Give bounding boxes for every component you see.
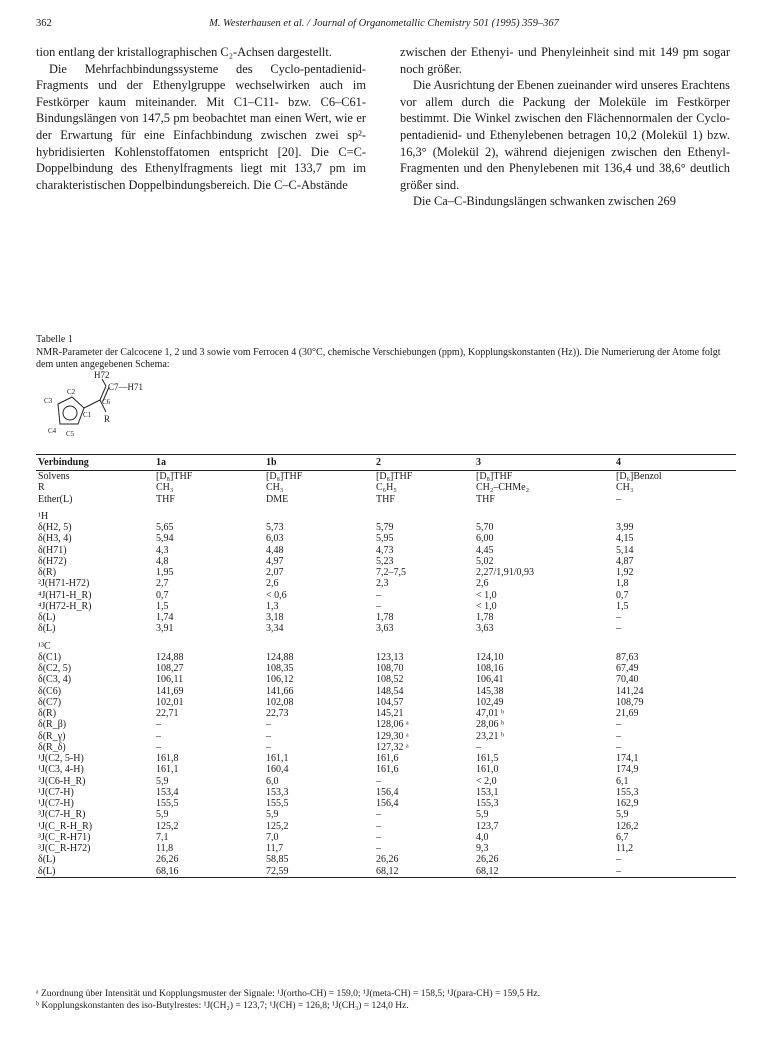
table-row bbox=[36, 590, 736, 601]
value-cell: 4,45 bbox=[476, 544, 494, 556]
row-label-cell: ⁴J(H72-H_R) bbox=[38, 600, 92, 612]
value-cell: 161,6 bbox=[376, 753, 399, 764]
value-cell: – bbox=[156, 719, 161, 731]
value-cell: – bbox=[376, 775, 381, 787]
value-cell: 153,1 bbox=[476, 786, 499, 798]
value-cell: 26,26 bbox=[476, 854, 499, 866]
value-cell: CH₂–CHMe₂ bbox=[476, 482, 530, 494]
table-row bbox=[36, 686, 736, 697]
column-header: Verbindung bbox=[38, 457, 89, 468]
value-cell: 0,7 bbox=[616, 589, 629, 601]
table-row bbox=[36, 753, 736, 764]
value-cell: 148,54 bbox=[376, 685, 404, 697]
value-cell bbox=[154, 641, 264, 652]
table-row bbox=[36, 652, 736, 663]
table-row bbox=[36, 798, 736, 809]
value-cell: 0,7 bbox=[156, 589, 169, 601]
table-row bbox=[36, 742, 736, 753]
value-cell: 11,2 bbox=[616, 843, 634, 854]
value-cell: 153,3 bbox=[266, 786, 289, 798]
table-row bbox=[36, 567, 736, 578]
paragraph: tion entlang der kristallographischen C₂-Achsen dargestellt. bbox=[36, 45, 332, 59]
numbering-scheme-diagram bbox=[36, 370, 196, 450]
value-cell: 108,79 bbox=[616, 696, 644, 708]
value-cell: 28,06 ᵇ bbox=[476, 719, 505, 731]
row-label-cell: δ(C1) bbox=[38, 651, 62, 663]
value-cell: 153,4 bbox=[156, 786, 179, 798]
value-cell: 2,7 bbox=[156, 578, 169, 590]
value-cell: 6,0 bbox=[266, 775, 279, 787]
value-cell: – bbox=[376, 809, 381, 821]
label-c5: C5 bbox=[66, 430, 75, 438]
table-row bbox=[36, 641, 736, 652]
value-cell: 4,0 bbox=[476, 831, 489, 843]
value-cell: 155,3 bbox=[616, 786, 639, 798]
table-row bbox=[36, 494, 736, 505]
value-cell: 124,10 bbox=[476, 651, 504, 663]
value-cell: 58,85 bbox=[266, 854, 289, 866]
row-label-cell: ¹J(C_R-H_R) bbox=[38, 820, 93, 832]
value-cell: – bbox=[476, 741, 481, 753]
value-cell: CH₃ bbox=[266, 482, 284, 494]
value-cell: 145,38 bbox=[476, 685, 504, 697]
row-label-cell: δ(R_β) bbox=[38, 719, 67, 731]
value-cell: 156,4 bbox=[376, 798, 399, 809]
label-c3: C3 bbox=[44, 397, 53, 405]
value-cell: 2,07 bbox=[266, 567, 284, 578]
value-cell: 4,15 bbox=[616, 533, 634, 545]
value-cell: 141,24 bbox=[616, 685, 644, 697]
value-cell: 127,32 ᵃ bbox=[376, 741, 409, 753]
value-cell: 47,01 ᵇ bbox=[476, 708, 505, 719]
value-cell: 3,34 bbox=[266, 623, 284, 635]
value-cell: [D₈]THF bbox=[266, 471, 303, 482]
paragraph: zwischen der Ethenyi- und Phenyleinheit sind mit 149 pm sogar noch größer. bbox=[400, 45, 730, 76]
row-label-cell: Ether(L) bbox=[38, 493, 73, 505]
table-row bbox=[36, 612, 736, 623]
value-cell: [D₈]THF bbox=[376, 471, 413, 482]
table-row bbox=[36, 843, 736, 854]
label-c6: C6 bbox=[102, 398, 111, 406]
value-cell: CH₃ bbox=[616, 482, 634, 494]
value-cell: DME bbox=[266, 493, 289, 505]
value-cell: 5,94 bbox=[156, 533, 174, 545]
value-cell: 5,9 bbox=[156, 809, 169, 821]
table-row bbox=[36, 545, 736, 556]
value-cell: 26,26 bbox=[376, 854, 399, 866]
bond-c7-h72 bbox=[102, 379, 106, 386]
value-cell: 161,8 bbox=[156, 753, 179, 764]
paragraph: Die Mehrfachbindungssysteme des Cyclo-pentadienid-Fragments und der Ethenylgruppe wechselwirken auch im Festkörper kaum miteinander. Mit C1–C11- bzw. C6–C61-Bindungslängen von 147,5 pm beobachtet man einen Wert, wie er der Erwartung für eine Einfachbindung zwischen zwei sp²-hybridisierten Kohlenstoffatomen entspricht [20]. Die C=C-Doppelbindung des Ethenylfragments liegt mit 133,7 pm im charakteristischen Doppelbindungsbereich. Die C–C-Abstände bbox=[36, 61, 366, 192]
value-cell: – bbox=[616, 623, 621, 635]
value-cell: 102,08 bbox=[266, 696, 294, 708]
column-header: 1b bbox=[266, 457, 277, 468]
value-cell: 7,1 bbox=[156, 831, 169, 843]
row-label-cell: ²J(C6-H_R) bbox=[38, 775, 86, 787]
value-cell: THF bbox=[156, 493, 175, 505]
table-row bbox=[36, 578, 736, 589]
value-cell: 5,73 bbox=[266, 522, 284, 533]
value-cell: – bbox=[616, 719, 621, 731]
row-label-cell: δ(L) bbox=[38, 854, 56, 866]
paragraph: Die Ausrichtung der Ebenen zueinander wird unseres Erachtens vor allem durch die Packung der Moleküle im Festkörper bestimmt. Die Winkel zwischen den Flächennormalen der Cyclo-pentadienid- und Ethenylebenen betragen 10,2 (Molekül 1) bzw. 16,3° (Molekül 2), während diejenigen zwischen den Ethenyl-Fragmenten und den Phenylebenen mit 136,4 und 38,6° deutlich größer sind. bbox=[400, 78, 730, 192]
table-row bbox=[36, 471, 736, 483]
table-row bbox=[36, 809, 736, 820]
page-number: 362 bbox=[36, 18, 52, 29]
value-cell: 6,7 bbox=[616, 831, 629, 843]
row-label-cell: ³J(C_R-H72) bbox=[38, 843, 91, 854]
row-label-cell: δ(C6) bbox=[38, 685, 62, 697]
value-cell: 5,95 bbox=[376, 533, 394, 545]
table-row bbox=[36, 601, 736, 612]
table-caption bbox=[36, 334, 736, 372]
label-c7-h71: C7—H71 bbox=[108, 382, 144, 392]
value-cell: 4,48 bbox=[266, 544, 284, 556]
label-c1: C1 bbox=[83, 411, 92, 419]
table-row bbox=[36, 663, 736, 674]
value-cell: 1,78 bbox=[376, 612, 394, 623]
value-cell: 1,8 bbox=[616, 578, 629, 590]
value-cell: 2,3 bbox=[376, 578, 389, 590]
running-title: M. Westerhausen et al. / Journal of Organometallic Chemistry 501 (1995) 359–367 bbox=[209, 18, 559, 29]
value-cell: – bbox=[616, 493, 621, 505]
value-cell: 5,9 bbox=[156, 775, 169, 787]
table-caption-text: NMR-Parameter der Calcocene 1, 2 und 3 sowie vom Ferrocen 4 (30°C, chemische Verschiebungen (ppm), Kopplungskonstanten (Hz)). Die Numerierung der Atome folgt dem unten angegebenen Schema: bbox=[36, 346, 721, 370]
value-cell: – bbox=[376, 843, 381, 854]
page-header bbox=[36, 18, 732, 32]
table-row bbox=[36, 719, 736, 730]
row-label-cell: δ(R_δ) bbox=[38, 741, 66, 753]
row-label-cell: ²J(H71-H72) bbox=[38, 578, 90, 590]
table-footnotes bbox=[36, 988, 736, 1012]
label-h72: H72 bbox=[94, 370, 110, 380]
value-cell: 106,41 bbox=[476, 674, 504, 686]
column-header: 2 bbox=[376, 457, 381, 468]
row-label-cell: δ(R) bbox=[38, 708, 57, 719]
value-cell: 1,5 bbox=[616, 600, 629, 612]
table-row bbox=[36, 511, 736, 522]
value-cell: 26,26 bbox=[156, 854, 179, 866]
nmr-table bbox=[36, 454, 736, 878]
row-label-cell: ¹H bbox=[38, 510, 49, 522]
value-cell: – bbox=[266, 730, 271, 742]
value-cell: [D₈]THF bbox=[476, 471, 513, 482]
value-cell: – bbox=[616, 854, 621, 866]
value-cell: 124,88 bbox=[156, 651, 184, 663]
table-row bbox=[36, 556, 736, 567]
value-cell: THF bbox=[376, 493, 395, 505]
row-label-cell: δ(L) bbox=[36, 866, 154, 878]
value-cell: 7,2–7,5 bbox=[376, 567, 406, 578]
value-cell: 3,18 bbox=[266, 612, 284, 623]
row-label-cell: δ(L) bbox=[38, 623, 56, 635]
value-cell: 108,52 bbox=[376, 674, 404, 686]
value-cell: 123,13 bbox=[376, 651, 404, 663]
row-label-cell: ¹J(C7-H) bbox=[38, 798, 74, 809]
table-row bbox=[36, 697, 736, 708]
value-cell: 21,69 bbox=[616, 708, 639, 719]
value-cell: 6,03 bbox=[266, 533, 284, 545]
value-cell: [D₈]THF bbox=[156, 471, 193, 482]
table-row bbox=[36, 787, 736, 798]
value-cell: 5,23 bbox=[376, 555, 394, 567]
value-cell: 68,12 bbox=[374, 866, 474, 878]
value-cell: 23,21 ᵇ bbox=[476, 730, 505, 742]
value-cell bbox=[374, 511, 474, 522]
row-label-cell: ³J(C_R-H71) bbox=[38, 831, 91, 843]
value-cell: 156,4 bbox=[376, 786, 399, 798]
value-cell: [D₆]Benzol bbox=[616, 471, 662, 482]
value-cell: < 1,0 bbox=[476, 589, 497, 601]
value-cell: 68,12 bbox=[474, 866, 614, 878]
row-label-cell: δ(L) bbox=[38, 612, 56, 623]
value-cell: 161,1 bbox=[156, 764, 179, 776]
table-row bbox=[36, 623, 736, 634]
value-cell: 5,9 bbox=[266, 809, 279, 821]
row-label-cell: ¹J(C2, 5-H) bbox=[38, 753, 84, 764]
row-label-cell: R bbox=[38, 482, 45, 494]
value-cell: 104,57 bbox=[376, 696, 404, 708]
table-row bbox=[36, 708, 736, 719]
footnote-b: ᵇ Kopplungskonstanten des iso-Butylrestes: ¹J(CH₂) = 123,7; ¹J(CH) = 126,8; ¹J(CH₃) = 124,0 Hz. bbox=[36, 1001, 409, 1011]
value-cell: C₆H₅ bbox=[376, 482, 397, 494]
row-label-cell: δ(H72) bbox=[38, 555, 67, 567]
value-cell: 3,99 bbox=[616, 522, 634, 533]
body-column-right bbox=[400, 44, 730, 210]
value-cell: 160,4 bbox=[266, 764, 289, 776]
value-cell: – bbox=[616, 612, 621, 623]
table-row bbox=[36, 764, 736, 775]
value-cell: 2,6 bbox=[476, 578, 489, 590]
value-cell bbox=[264, 641, 374, 652]
row-label-cell: ⁴J(H71-H_R) bbox=[38, 589, 92, 601]
value-cell: 11,8 bbox=[156, 843, 174, 854]
value-cell: 1,74 bbox=[156, 612, 174, 623]
value-cell bbox=[264, 511, 374, 522]
table-row bbox=[36, 674, 736, 685]
table-row bbox=[36, 866, 736, 878]
value-cell: 174,1 bbox=[616, 753, 639, 764]
value-cell: – bbox=[614, 866, 736, 878]
value-cell: – bbox=[156, 741, 161, 753]
row-label-cell: δ(C3, 4) bbox=[38, 674, 72, 686]
label-c2: C2 bbox=[67, 388, 76, 396]
value-cell: 1,3 bbox=[266, 600, 279, 612]
value-cell: 102,01 bbox=[156, 696, 184, 708]
value-cell: 161,1 bbox=[266, 753, 289, 764]
row-label-cell: δ(H2, 5) bbox=[38, 522, 72, 533]
value-cell: 9,3 bbox=[476, 843, 489, 854]
value-cell: 155,3 bbox=[476, 798, 499, 809]
footnote-a: ᵃ Zuordnung über Intensität und Kopplungsmuster der Signale: ¹J(ortho-CH) = 159,0; ¹J(meta-CH) = 158,5; ¹J(para-CH) = 159,5 Hz. bbox=[36, 989, 540, 999]
value-cell: 155,5 bbox=[156, 798, 179, 809]
value-cell: 5,70 bbox=[476, 522, 494, 533]
value-cell: – bbox=[266, 719, 271, 731]
table-row bbox=[36, 821, 736, 832]
value-cell: – bbox=[156, 730, 161, 742]
label-r: R bbox=[104, 414, 111, 424]
value-cell: 162,9 bbox=[616, 798, 639, 809]
value-cell: 1,78 bbox=[476, 612, 494, 623]
value-cell bbox=[614, 511, 736, 522]
row-label-cell: δ(R_γ) bbox=[38, 730, 66, 742]
value-cell: – bbox=[376, 831, 381, 843]
value-cell: 125,2 bbox=[156, 820, 179, 832]
value-cell: 3,63 bbox=[376, 623, 394, 635]
label-c4: C4 bbox=[48, 427, 57, 435]
value-cell: 5,65 bbox=[156, 522, 174, 533]
value-cell: 106,12 bbox=[266, 674, 294, 686]
row-label-cell: δ(C7) bbox=[38, 696, 62, 708]
value-cell: 141,66 bbox=[266, 685, 294, 697]
value-cell bbox=[474, 641, 614, 652]
value-cell: – bbox=[266, 741, 271, 753]
value-cell: 123,7 bbox=[476, 820, 499, 832]
value-cell: 1,95 bbox=[156, 567, 174, 578]
value-cell: 4,3 bbox=[156, 544, 169, 556]
value-cell: 87,63 bbox=[616, 651, 639, 663]
value-cell: 108,27 bbox=[156, 663, 184, 674]
value-cell: 125,2 bbox=[266, 820, 289, 832]
value-cell: 126,2 bbox=[616, 820, 639, 832]
value-cell: CH₃ bbox=[156, 482, 174, 494]
value-cell: 108,70 bbox=[376, 663, 404, 674]
value-cell: 67,49 bbox=[616, 663, 639, 674]
row-label-cell: δ(R) bbox=[38, 567, 57, 578]
value-cell: 6,1 bbox=[616, 775, 629, 787]
table-body bbox=[36, 471, 736, 878]
value-cell: 22,73 bbox=[266, 708, 289, 719]
value-cell bbox=[614, 641, 736, 652]
value-cell: 68,16 bbox=[154, 866, 264, 878]
value-cell: 145,21 bbox=[376, 708, 404, 719]
column-header: 3 bbox=[476, 457, 481, 468]
table-row bbox=[36, 776, 736, 787]
value-cell: 2,27/1,91/0,93 bbox=[476, 567, 535, 578]
value-cell: 161,5 bbox=[476, 753, 499, 764]
value-cell: 4,87 bbox=[616, 555, 634, 567]
table-row bbox=[36, 522, 736, 533]
value-cell: – bbox=[376, 600, 381, 612]
value-cell: 4,73 bbox=[376, 544, 394, 556]
row-label-cell: ³J(C7-H_R) bbox=[38, 809, 86, 821]
value-cell: 108,35 bbox=[266, 663, 294, 674]
value-cell: 128,06 ᵃ bbox=[376, 719, 409, 731]
value-cell: 5,9 bbox=[616, 809, 629, 821]
value-cell: < 1,0 bbox=[476, 600, 497, 612]
value-cell: 5,14 bbox=[616, 544, 634, 556]
value-cell: 3,91 bbox=[156, 623, 174, 635]
value-cell: 4,8 bbox=[156, 555, 169, 567]
value-cell: – bbox=[376, 820, 381, 832]
table-row bbox=[36, 832, 736, 843]
value-cell: 72,59 bbox=[264, 866, 374, 878]
row-label-cell: Solvens bbox=[38, 471, 70, 482]
row-label-cell: δ(H71) bbox=[38, 544, 67, 556]
row-label-cell: ¹J(C3, 4-H) bbox=[38, 764, 84, 776]
value-cell: 2,6 bbox=[266, 578, 279, 590]
row-label-cell: δ(C2, 5) bbox=[38, 663, 72, 674]
body-column-left bbox=[36, 44, 366, 193]
value-cell: 11,7 bbox=[266, 843, 284, 854]
value-cell: 7,0 bbox=[266, 831, 279, 843]
ring-circle bbox=[63, 406, 77, 420]
table-row bbox=[36, 854, 736, 865]
value-cell: 141,69 bbox=[156, 685, 184, 697]
row-label-cell: ¹³C bbox=[38, 640, 51, 652]
value-cell: < 2,0 bbox=[476, 775, 497, 787]
column-header: 1a bbox=[156, 457, 166, 468]
value-cell: 161,6 bbox=[376, 764, 399, 776]
value-cell: 22,71 bbox=[156, 708, 179, 719]
value-cell: 4,97 bbox=[266, 555, 284, 567]
table-label: Tabelle 1 bbox=[36, 334, 73, 345]
value-cell: 124,88 bbox=[266, 651, 294, 663]
value-cell: 6,00 bbox=[476, 533, 494, 545]
table-row bbox=[36, 533, 736, 544]
value-cell bbox=[154, 511, 264, 522]
row-label-cell: δ(H3, 4) bbox=[38, 533, 72, 545]
value-cell: 1,92 bbox=[616, 567, 634, 578]
table-row bbox=[36, 482, 736, 493]
row-label-cell: ¹J(C7-H) bbox=[38, 786, 74, 798]
value-cell: 5,9 bbox=[476, 809, 489, 821]
value-cell: 102,49 bbox=[476, 696, 504, 708]
value-cell: 5,79 bbox=[376, 522, 394, 533]
value-cell: < 0,6 bbox=[266, 589, 287, 601]
table-row bbox=[36, 731, 736, 742]
value-cell: – bbox=[616, 730, 621, 742]
value-cell bbox=[374, 641, 474, 652]
value-cell: 3,63 bbox=[476, 623, 494, 635]
value-cell: 161,0 bbox=[476, 764, 499, 776]
value-cell: 5,02 bbox=[476, 555, 494, 567]
value-cell: 106,11 bbox=[156, 674, 184, 686]
column-header: 4 bbox=[616, 457, 621, 468]
value-cell: 1,5 bbox=[156, 600, 169, 612]
value-cell: 174,9 bbox=[616, 764, 639, 776]
value-cell: 129,30 ᵃ bbox=[376, 730, 409, 742]
value-cell: – bbox=[616, 741, 621, 753]
value-cell: THF bbox=[476, 493, 495, 505]
value-cell: – bbox=[376, 589, 381, 601]
bond-c1-c6 bbox=[84, 400, 100, 408]
value-cell: 155,5 bbox=[266, 798, 289, 809]
value-cell: 108,16 bbox=[476, 663, 504, 674]
table-header-row bbox=[36, 455, 736, 471]
value-cell bbox=[474, 511, 614, 522]
paragraph: Die Ca–C-Bindungslängen schwanken zwischen 269 bbox=[413, 194, 676, 209]
value-cell: 70,40 bbox=[616, 674, 639, 686]
